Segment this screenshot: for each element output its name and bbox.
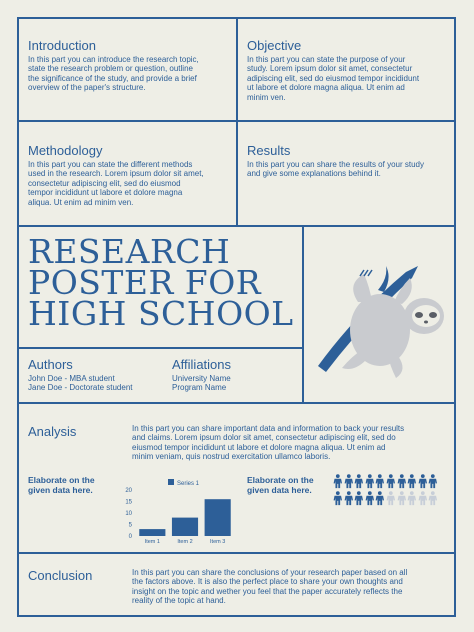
methodology-text: In this part you can state the different methods used in the research. Lorem ipsum dolor sit amet, consectetur adipiscing elit, sed do eiusmod tempor incididunt ut labore et dolore magna aliqua. Ut enim ad minim ven. [28,160,204,207]
bar [205,499,231,536]
y-tick-label: 20 [125,488,132,494]
affiliations-title: Affiliations [172,357,232,372]
person-icon [365,491,375,506]
person-icon [344,474,354,489]
x-tick-label: Item 1 [144,539,160,545]
x-tick-label: Item 3 [210,539,226,545]
person-icon [333,491,343,506]
people-row [333,474,441,489]
sloth-on-branch-icon [306,244,452,384]
y-tick-label: 5 [128,522,132,529]
elaborate-left-text: Elaborate on the given data here. [28,475,95,495]
person-icon [354,474,364,489]
person-icon [386,474,396,489]
introduction-text: In this part you can introduce the research topic, state the research problem or question, outline the significance of the study, and provide a brief overview of the paper's structure. [28,55,199,93]
legend-swatch [168,479,174,485]
y-tick-label: 0 [128,534,132,540]
authors-title: Authors [28,357,73,372]
person-icon [407,491,417,506]
people-pictogram [333,474,441,508]
person-icon [407,474,417,489]
poster-title: RESEARCH POSTER FOR HIGH SCHOOL [28,232,294,333]
analysis-text: In this part you can share important data and information to back your results and claims. Lorem ipsum dolor sit amet, consectetur adipiscing elit, sed do eiusmod tempor incididunt ut labore et dolore magna aliqua. Ut enim ad minim veniam, quis nostrud exercitation ullamco laboris. [132,424,405,462]
y-tick-label: 15 [125,499,132,506]
person-icon [354,491,364,506]
elaborate-right-text: Elaborate on the given data here. [247,475,314,495]
person-icon [365,474,375,489]
objective-text: In this part you can state the purpose of your study. Lorem ipsum dolor sit amet, consectetur adipiscing elit, sed do eiusmod tempor incididunt ut labore et dolore magna aliqua. Ut enim ad minim ven. [247,55,420,102]
people-row [333,491,441,506]
divider [236,17,238,226]
person-icon [428,474,438,489]
bar [172,518,198,536]
introduction-title: Introduction [28,38,96,53]
divider [17,552,456,554]
affiliations-list: University Name Program Name [172,374,231,393]
person-icon [397,474,407,489]
methodology-title: Methodology [28,143,103,158]
x-tick-label: Item 2 [177,539,193,545]
results-text: In this part you can share the results of your study and give some explanations behind it. [247,160,424,179]
conclusion-title: Conclusion [28,568,93,583]
results-title: Results [247,143,291,158]
divider [17,402,456,404]
person-icon [333,474,343,489]
person-icon [375,491,385,506]
person-icon [344,491,354,506]
person-icon [375,474,385,489]
analysis-title: Analysis [28,424,77,439]
divider [302,225,304,403]
authors-list: John Doe - MBA student Jane Doe - Doctorate student [28,374,133,393]
divider [17,225,456,227]
conclusion-text: In this part you can share the conclusions of your research paper based on all the factors above. It is also the perfect place to share your own thoughts and insight on the topic and wether you feel that the paper accurately reflects the reality of the topic at hand. [132,568,408,606]
legend-label: Series 1 [177,481,200,487]
person-icon [418,491,428,506]
bar [139,529,165,536]
y-tick-label: 10 [125,511,132,517]
objective-title: Objective [247,38,302,53]
person-icon [418,474,428,489]
bar-chart [118,474,238,548]
person-icon [386,491,396,506]
divider [17,347,304,349]
person-icon [428,491,438,506]
person-icon [397,491,407,506]
